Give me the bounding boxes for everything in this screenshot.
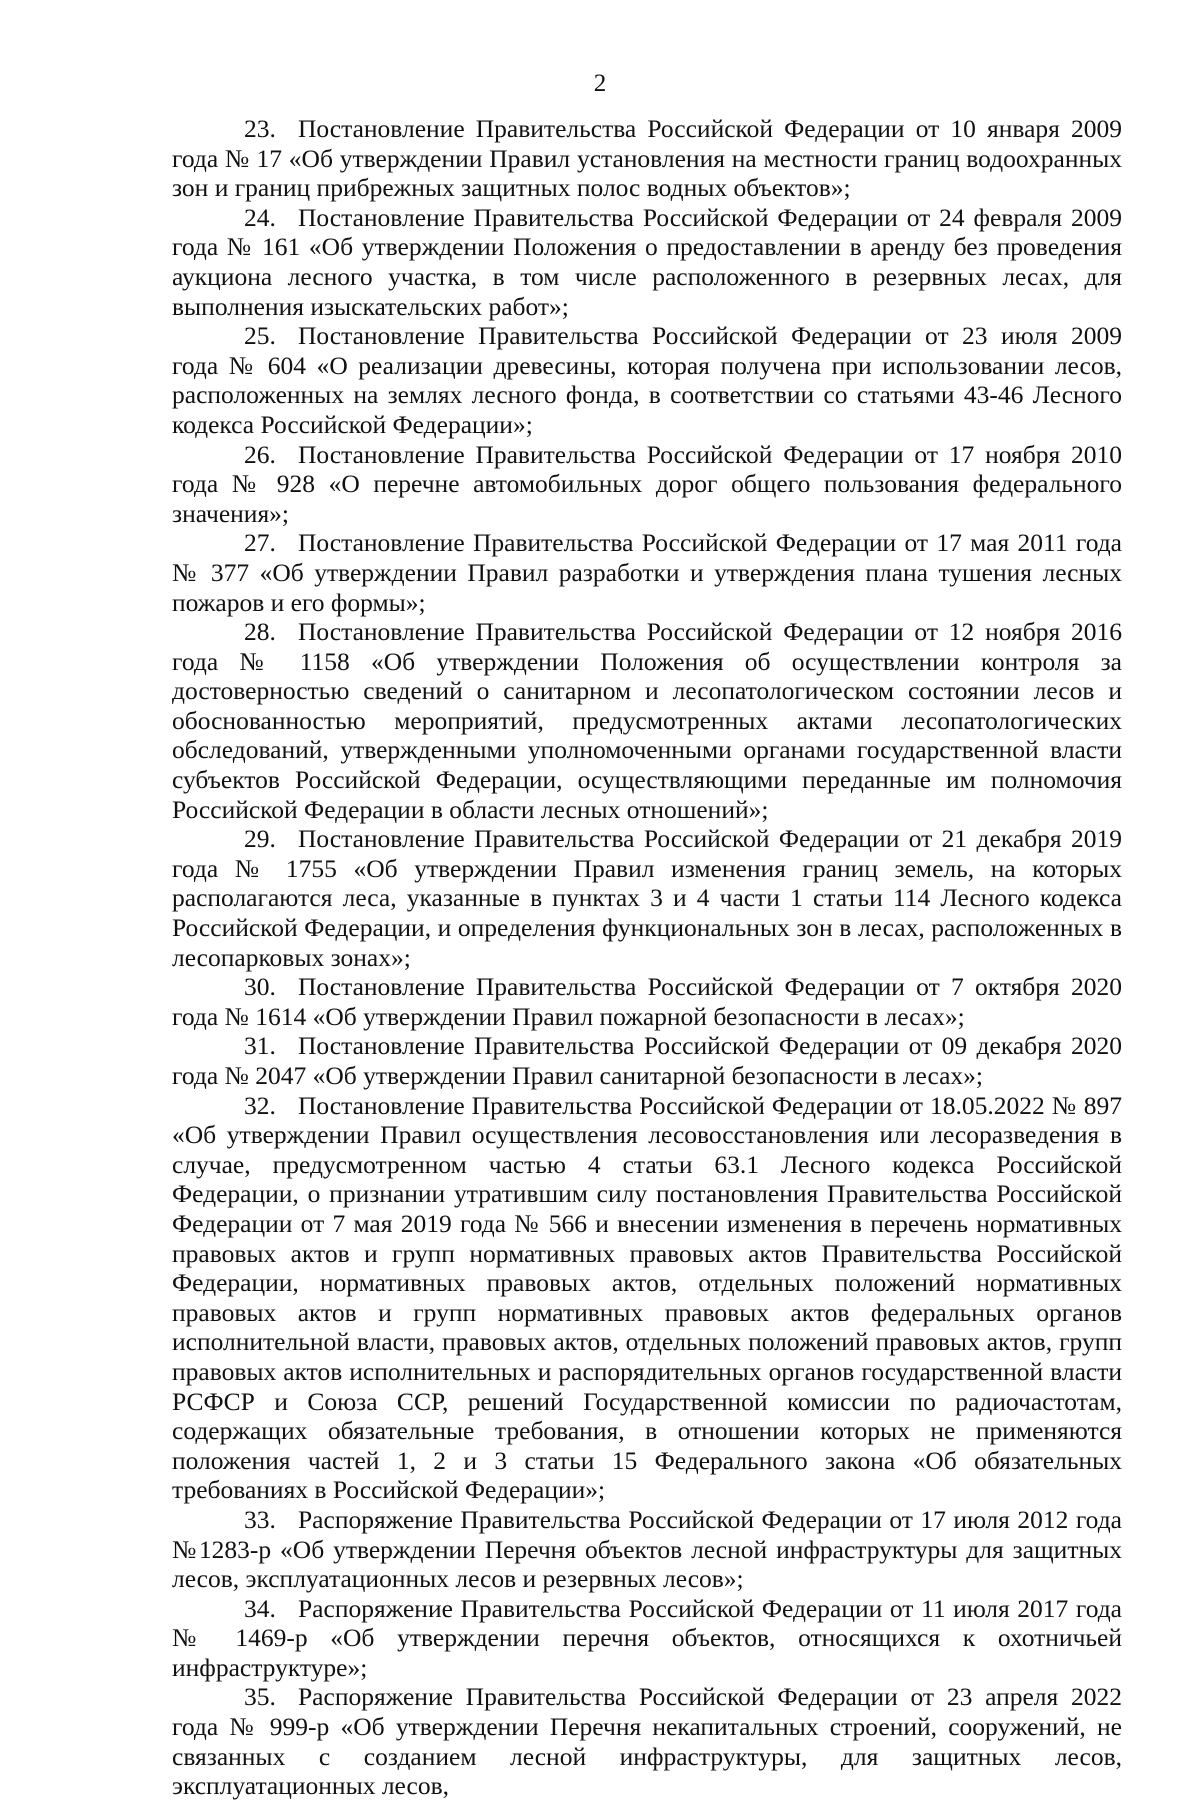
- item-number: 25.: [244, 321, 276, 351]
- list-item: [172, 528, 1122, 617]
- item-number: 31.: [244, 1031, 276, 1061]
- list-item: [172, 824, 1122, 972]
- item-number: 26.: [244, 439, 276, 469]
- list-item: [172, 114, 1122, 203]
- list-item: [172, 617, 1122, 824]
- item-text: Постановление Правительства Российской Федерации от 10 января 2009 года № 17 «Об утверждении Правил установления на местности границ водоохранных зон и границ прибрежных защитных полос водных объектов»;: [172, 114, 1122, 203]
- list-item: [172, 321, 1122, 439]
- item-text: Постановление Правительства Российской Федерации от 23 июля 2009 года № 604 «О реализации древесины, которая получена при использовании лесов, расположенных на землях лесного фонда, в соответствии со статьями 43-46 Лесного кодекса Российской Федерации»;: [172, 321, 1122, 439]
- item-text: Распоряжение Правительства Российской Федерации от 23 апреля 2022 года № 999-р «Об утверждении Перечня некапитальных строений, сооружений, не связанных с созданием лесной инфраструктуры, для защитных лесов, эксплуатационных лесов,: [172, 1682, 1122, 1801]
- list-item: [172, 1505, 1122, 1594]
- item-text: Постановление Правительства Российской Федерации от 09 декабря 2020 года № 2047 «Об утверждении Правил санитарной безопасности в лесах»;: [172, 1031, 1122, 1090]
- list-item: [172, 1091, 1122, 1505]
- page-number: 2: [593, 70, 607, 97]
- item-text: Постановление Правительства Российской Федерации от 7 октября 2020 года № 1614 «Об утверждении Правил пожарной безопасности в лесах»;: [172, 972, 1122, 1031]
- item-text: Постановление Правительства Российской Федерации от 12 ноября 2016 года № 1158 «Об утверждении Положения об осуществлении контроля за достоверностью сведений о санитарном и лесопатологическом состоянии лесов и обоснованностью мероприятий, предусмотренных актами лесопатологических обследований, утвержденными уполномоченными органами государственной власти субъектов Российской Федерации, осуществляющими переданные им полномочия Российской Федерации в области лесных отношений»;: [172, 617, 1122, 824]
- item-text: Постановление Правительства Российской Федерации от 17 мая 2011 года № 377 «Об утверждении Правил разработки и утверждения плана тушения лесных пожаров и его формы»;: [172, 528, 1122, 617]
- item-number: 32.: [244, 1090, 276, 1120]
- item-number: 27.: [244, 528, 276, 558]
- item-number: 29.: [244, 824, 276, 854]
- item-text: Постановление Правительства Российской Федерации от 17 ноября 2010 года № 928 «О перечне автомобильных дорог общего пользования федерального значения»;: [172, 439, 1122, 528]
- list-item: [172, 203, 1122, 321]
- list-item: [172, 972, 1122, 1031]
- item-text: Распоряжение Правительства Российской Федерации от 17 июля 2012 года №1283-р «Об утверждении Перечня объектов лесной инфраструктуры для защитных лесов, эксплуатационных лесов и резервных лесов»;: [172, 1504, 1122, 1594]
- item-number: 34.: [244, 1593, 276, 1623]
- item-number: 35.: [244, 1682, 276, 1712]
- list-item: [172, 440, 1122, 529]
- item-number: 28.: [244, 617, 276, 647]
- item-number: 24.: [244, 202, 276, 232]
- item-text: Постановление Правительства Российской Федерации от 24 февраля 2009 года № 161 «Об утверждении Положения о предоставлении в аренду без проведения аукциона лесного участка, в том числе расположенного в резервных лесах, для выполнения изыскательских работ»;: [172, 202, 1122, 321]
- item-text: Постановление Правительства Российской Федерации от 18.05.2022 № 897 «Об утверждении Правил осуществления лесовосстановления или лесоразведения в случае, предусмотренном частью 4 статьи 63.1 Лесного кодекса Российской Федерации, о признании утратившим силу постановления Правительства Российской Федерации от 7 мая 2019 года № 566 и внесении изменения в перечень нормативных правовых актов и групп нормативных правовых актов Правительства Российской Федерации, нормативных правовых актов, отдельных положений нормативных правовых актов и групп нормативных правовых актов федеральных органов исполнительной власти, правовых актов, отдельных положений правовых актов, групп правовых актов исполнительных и распорядительных органов государственной власти РСФСР и Союза ССР, решений Государственной комиссии по радиочастотам, содержащих обязательные требования, в отношении которых не применяются положения частей 1, 2 и 3 статьи 15 Федерального закона «Об обязательных требованиях в Российской Федерации»;: [172, 1090, 1122, 1505]
- list-item: [172, 1682, 1122, 1800]
- list-item: [172, 1594, 1122, 1683]
- item-number: 23.: [244, 114, 276, 143]
- item-number: 30.: [244, 972, 276, 1002]
- item-text: Постановление Правительства Российской Федерации от 21 декабря 2019 года № 1755 «Об утверждении Правил изменения границ земель, на которых располагаются леса, указанные в пунктах 3 и 4 части 1 статьи 114 Лесного кодекса Российской Федерации, и определения функциональных зон в лесах, расположенных в лесопарковых зонах»;: [172, 824, 1122, 972]
- list-item: [172, 1031, 1122, 1090]
- item-number: 33.: [244, 1504, 276, 1534]
- legal-acts-list: [172, 114, 1122, 1801]
- item-text: Распоряжение Правительства Российской Федерации от 11 июля 2017 года № 1469-р «Об утверждении перечня объектов, относящихся к охотничьей инфраструктуре»;: [172, 1593, 1122, 1682]
